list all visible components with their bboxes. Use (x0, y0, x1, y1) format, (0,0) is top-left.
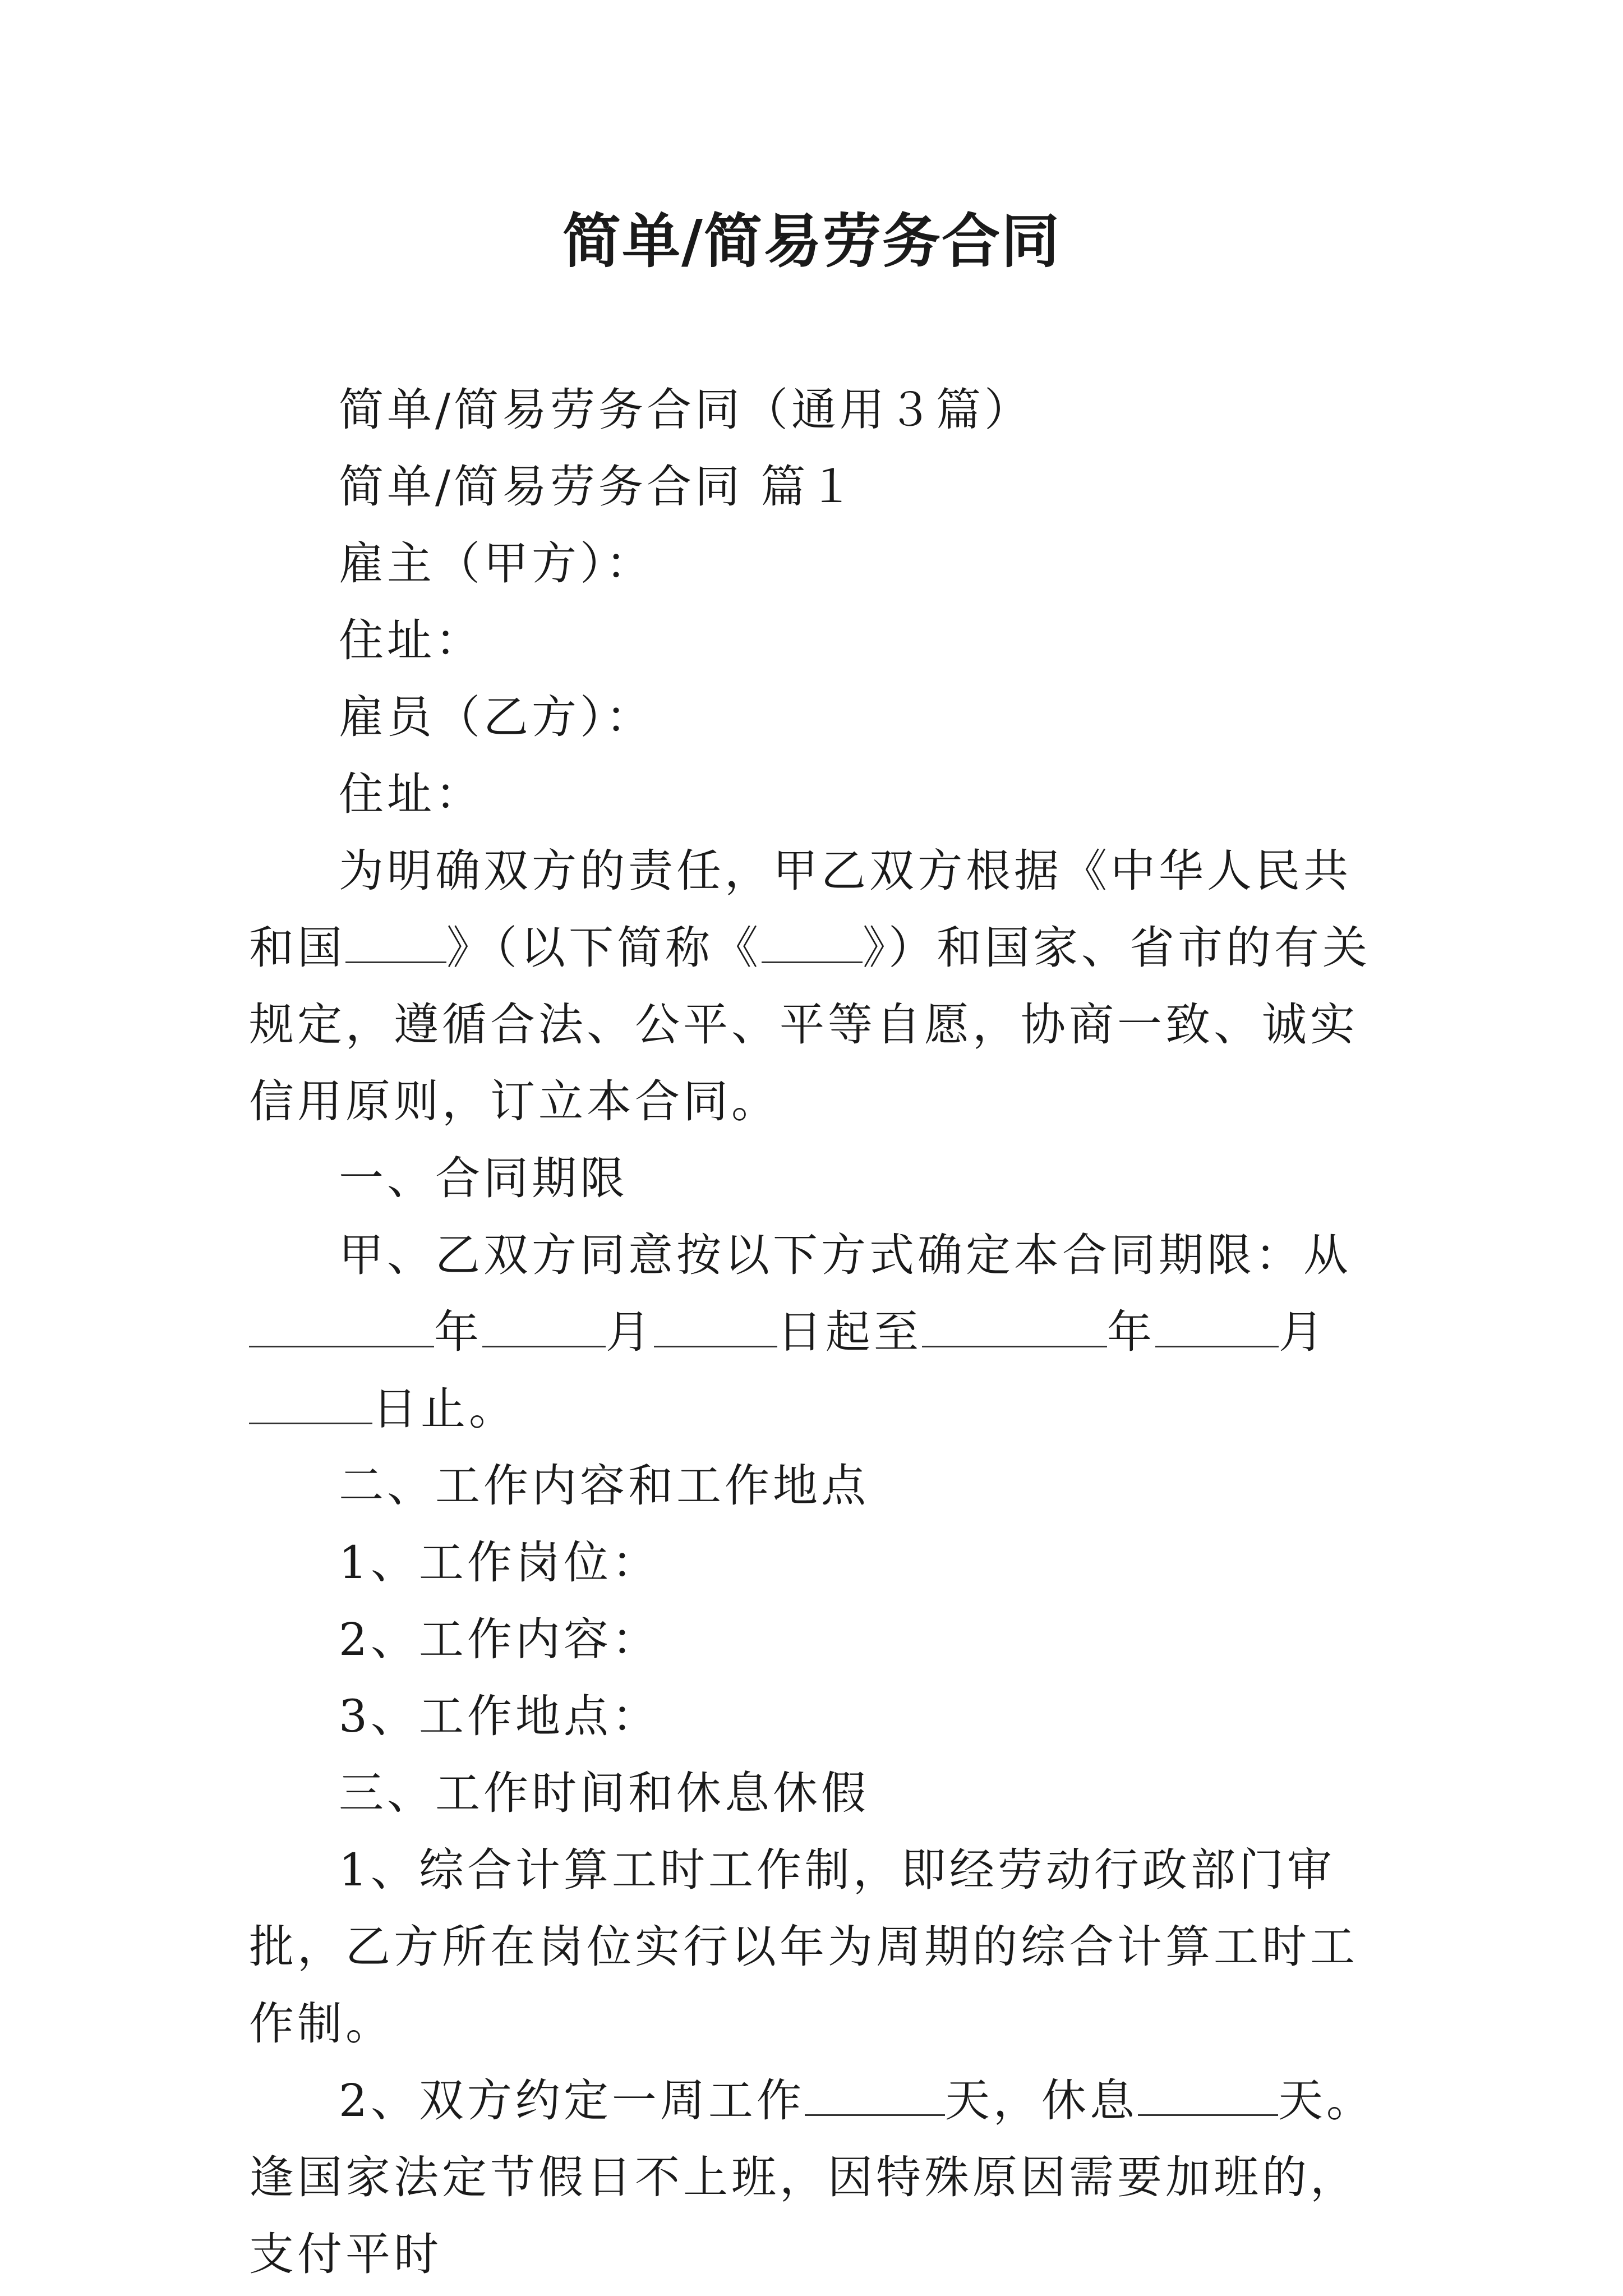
hours-text-1: 2、双方约定一周工作 (339, 2074, 805, 2127)
work-days-blank (805, 2075, 945, 2116)
term-paragraph (249, 1217, 1393, 1447)
job-content-line: 2、工作内容： (339, 1613, 660, 1665)
end-month-blank (1155, 1306, 1279, 1347)
section-heading-3: 三、工作时间和休息休假 (339, 1767, 869, 1819)
law-short-name-blank (762, 922, 863, 963)
term-year-2: 年 (1107, 1306, 1155, 1358)
employee-line: 雇员（乙方）： (339, 691, 654, 743)
start-year-blank (249, 1306, 434, 1347)
end-day-blank (249, 1383, 372, 1424)
employer-line: 雇主（甲方）： (339, 537, 654, 590)
section-heading-1: 一、合同期限 (339, 1152, 628, 1204)
term-text-1: 甲、乙双方同意按以下方式确定本合同期限：从 (339, 1229, 1352, 1281)
document-title: 简单/简易劳务合同 (562, 206, 1061, 275)
hours-paragraph-1: 1、综合计算工时工作制，即经劳动行政部门审批，乙方所在岗位实行以年为周期的综合计算工时工作制。 (249, 1844, 1358, 2050)
law-name-blank (345, 922, 446, 963)
employee-address-line: 住址： (339, 768, 483, 820)
hours-paragraph-2 (249, 2062, 1393, 2293)
preamble-paragraph (249, 832, 1393, 1140)
section-heading-2: 二、工作内容和工作地点 (339, 1460, 869, 1512)
term-month-2: 月 (1279, 1306, 1327, 1358)
subtitle-line: 简单/简易劳务合同（通用３篇） (339, 384, 1032, 436)
term-day-2: 日止。 (372, 1383, 517, 1435)
employer-address-line: 住址： (339, 614, 483, 666)
preamble-text-3: 》）和国家、省市的有关规定，遵循合法、公平、平等自愿，协商一致、诚实信用原则，订立本合同。 (249, 922, 1371, 1128)
term-day-1: 日起至 (777, 1306, 922, 1358)
document-body (249, 371, 1393, 2293)
end-year-blank (922, 1306, 1107, 1347)
preamble-text-1: 为明确双方的责任，甲乙双方根据《中华人民共和国 (249, 845, 1352, 974)
hours-text-2: 天，休息 (944, 2074, 1138, 2127)
preamble-text-2: 》（以下简称《 (446, 922, 762, 974)
term-month-1: 月 (606, 1306, 654, 1358)
hours-text-3: 天。逢国家法定节假日不上班，因特殊原因需要加班的，支付平时 (249, 2074, 1375, 2280)
rest-days-blank (1138, 2075, 1278, 2116)
start-day-blank (654, 1306, 777, 1347)
start-month-blank (482, 1306, 606, 1347)
job-location-line: 3、工作地点： (339, 1690, 660, 1742)
term-year-1: 年 (434, 1306, 482, 1358)
job-position-line: 1、工作岗位： (339, 1536, 660, 1589)
part-heading: 简单/简易劳务合同 篇１ (339, 461, 857, 513)
